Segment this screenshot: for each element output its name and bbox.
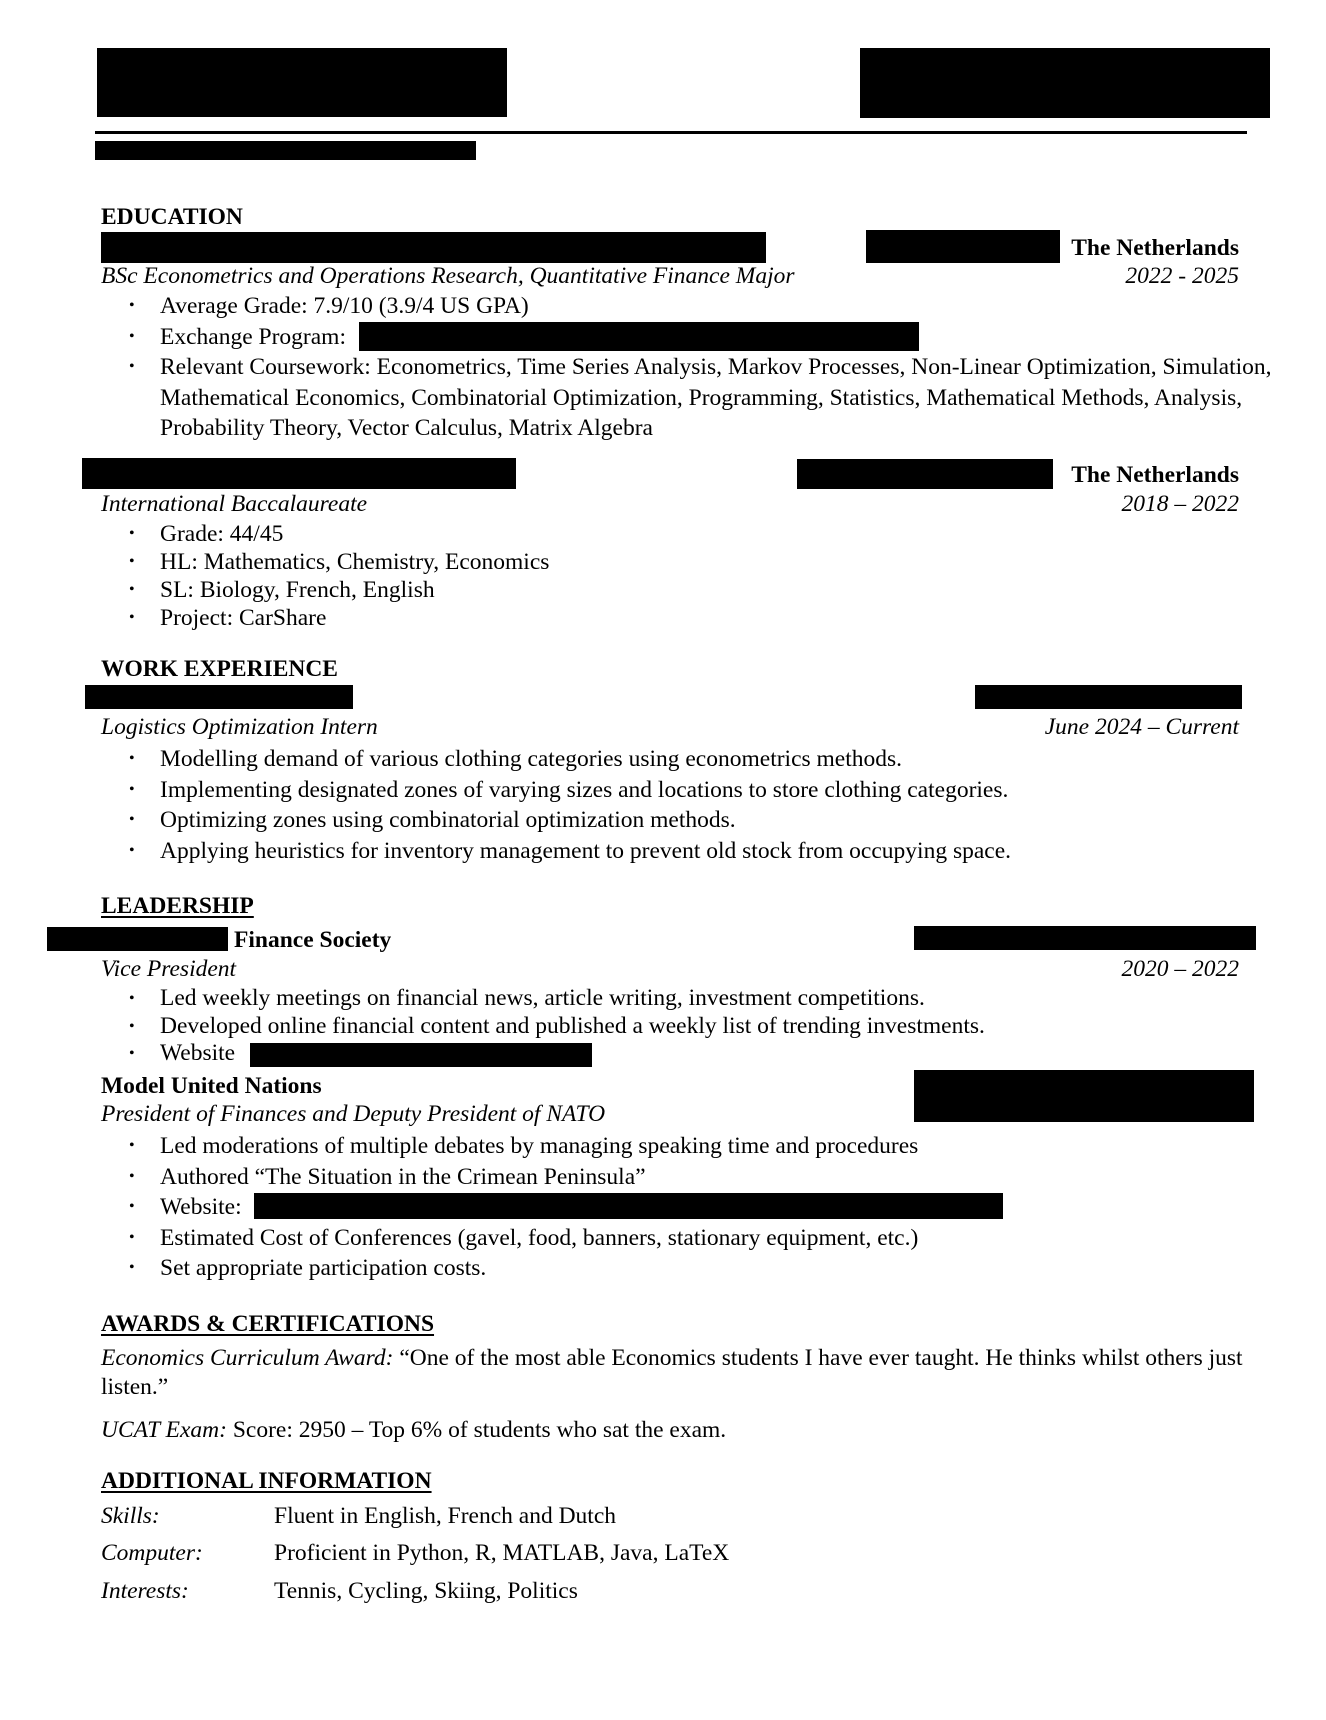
work-bullets <box>101 744 1011 866</box>
awards-heading: AWARDS & CERTIFICATIONS <box>101 1311 435 1337</box>
finance-role: Vice President <box>101 956 237 982</box>
redacted-school <box>82 458 516 489</box>
award-ucat <box>101 1416 726 1444</box>
additional-value-interests: Tennis, Cycling, Skiing, Politics <box>274 1578 578 1604</box>
leadership-heading: LEADERSHIP <box>101 893 254 919</box>
university-location: The Netherlands <box>1071 235 1239 261</box>
list-item: • HL: Mathematics, Chemistry, Economics <box>101 548 549 576</box>
finance-dates: 2020 – 2022 <box>1121 956 1239 982</box>
list-item: • Project: CarShare <box>101 604 549 632</box>
redacted-exchange-program <box>359 322 919 351</box>
work-heading: WORK EXPERIENCE <box>101 656 338 682</box>
additional-label-computer: Computer: <box>101 1540 203 1566</box>
additional-heading: ADDITIONAL INFORMATION <box>101 1468 432 1494</box>
work-role: Logistics Optimization Intern <box>101 714 378 740</box>
header-rule <box>95 131 1247 134</box>
additional-value-skills: Fluent in English, French and Dutch <box>274 1503 617 1529</box>
school-location: The Netherlands <box>1071 462 1239 488</box>
award-text: “One of the most able Economics students I have ever taught. He thinks whilst others just listen.” <box>101 1345 1243 1400</box>
university-degree: BSc Econometrics and Operations Research, Quantitative Finance Major <box>101 263 795 289</box>
redacted-university <box>101 232 766 263</box>
redacted-finance-website <box>250 1043 592 1067</box>
list-item: • Developed online financial content and published a weekly list of trending investments. <box>101 1013 985 1041</box>
school-degree: International Baccalaureate <box>101 491 368 517</box>
education-heading: EDUCATION <box>101 204 243 230</box>
list-item: • Estimated Cost of Conferences (gavel, food, banners, stationary equipment, etc.) <box>101 1223 918 1254</box>
list-item: • Led moderations of multiple debates by managing speaking time and procedures <box>101 1131 918 1162</box>
redacted-finance-location <box>914 926 1256 950</box>
list-item: • SL: Biology, French, English <box>101 576 549 604</box>
additional-label-interests: Interests: <box>101 1578 189 1604</box>
redacted-mun-website <box>254 1193 1003 1219</box>
redacted-subline <box>95 141 476 160</box>
list-item: • Average Grade: 7.9/10 (3.9/4 US GPA) <box>101 291 1300 322</box>
mun-org: Model United Nations <box>101 1073 322 1099</box>
university-dates: 2022 - 2025 <box>1125 263 1239 289</box>
list-item: • Set appropriate participation costs. <box>101 1253 918 1284</box>
list-item: • Authored “The Situation in the Crimean Peninsula” <box>101 1162 918 1193</box>
school-dates: 2018 – 2022 <box>1121 491 1239 517</box>
award-label: UCAT Exam: <box>101 1417 227 1443</box>
award-economics <box>101 1344 1251 1402</box>
redacted-employer-city <box>975 685 1242 709</box>
additional-value-computer: Proficient in Python, R, MATLAB, Java, LaTeX <box>274 1540 730 1566</box>
university-bullets <box>101 291 1300 444</box>
redacted-university-city <box>866 230 1060 263</box>
finance-society-org: Finance Society <box>234 927 392 953</box>
redacted-name <box>97 48 507 117</box>
list-item: • Grade: 44/45 <box>101 520 549 548</box>
list-item: • Implementing designated zones of varying sizes and locations to store clothing categories. <box>101 775 1011 806</box>
list-item: • Modelling demand of various clothing categories using econometrics methods. <box>101 744 1011 775</box>
redacted-mun-location <box>914 1070 1254 1122</box>
redacted-school-name-prefix <box>47 927 228 951</box>
school-bullets <box>101 520 549 632</box>
list-item: • Applying heuristics for inventory management to prevent old stock from occupying space. <box>101 836 1011 867</box>
list-item: • Website <box>101 1040 985 1068</box>
award-text: Score: 2950 – Top 6% of students who sat the exam. <box>226 1417 727 1443</box>
redacted-contact <box>860 48 1270 118</box>
award-label: Economics Curriculum Award: <box>101 1345 394 1371</box>
additional-label-skills: Skills: <box>101 1503 160 1529</box>
redacted-employer <box>85 685 353 709</box>
work-dates: June 2024 – Current <box>1044 714 1239 740</box>
list-item: • Optimizing zones using combinatorial optimization methods. <box>101 805 1011 836</box>
list-item: • Website: <box>101 1192 918 1223</box>
list-item: • Exchange Program: <box>101 322 1300 353</box>
list-item: • Relevant Coursework: Econometrics, Time Series Analysis, Markov Processes, Non-Linear Optimization, Simulation, Mathematical Economics, Combinatorial Optimization, Programming, Statistics, Mathematical Methods, Analysis, Probability Theory, Vector Calculus, Matrix Algebra <box>101 352 1300 444</box>
redacted-school-city <box>797 459 1053 489</box>
list-item: • Led weekly meetings on financial news, article writing, investment competitions. <box>101 985 985 1013</box>
mun-role: President of Finances and Deputy President of NATO <box>101 1101 606 1127</box>
